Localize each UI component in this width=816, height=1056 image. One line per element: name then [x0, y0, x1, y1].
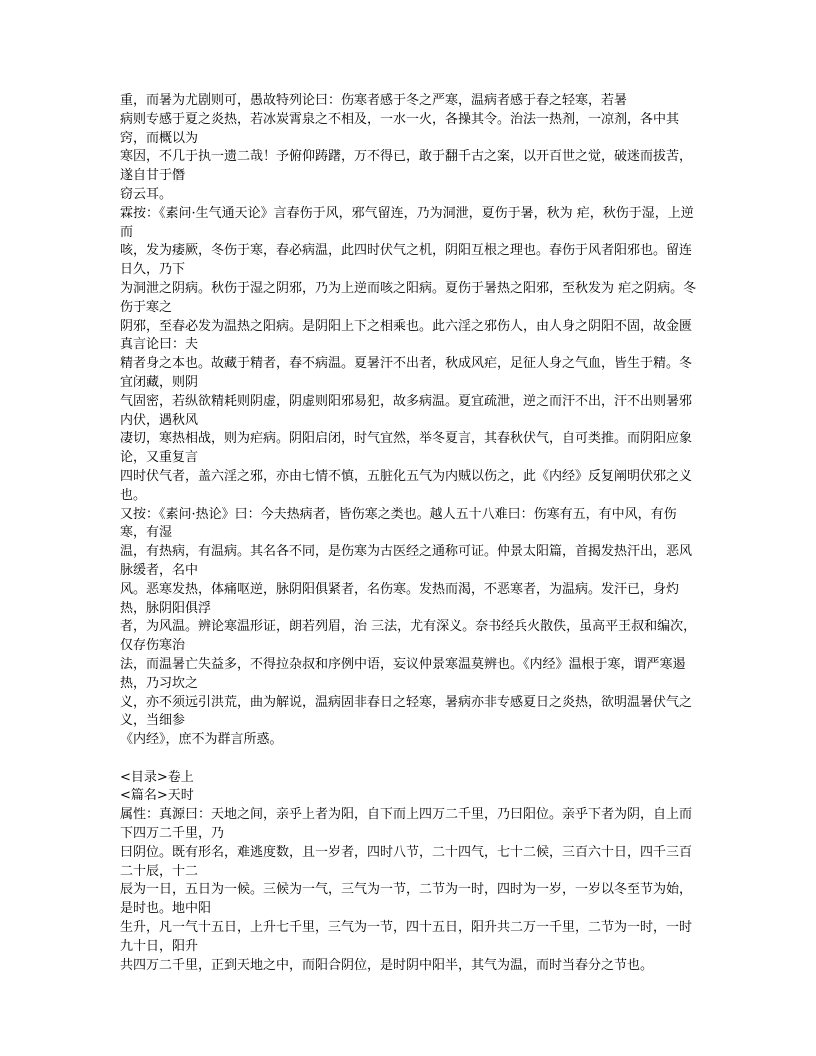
text-line: 精者身之本也。故藏于精者，春不病温。夏暑汗不出者，秋成风疟，足征人身之气血，皆生于精。冬宜闭藏，则阴 — [120, 356, 693, 390]
paragraph-4 — [120, 806, 700, 975]
text-line: 寒因，不几于执一遗二哉！予俯仰踌躇，万不得已，敢于翻千古之案，以开百世之觉，破迷而拔苦，遂自甘于僭 — [120, 149, 693, 184]
text-line: 温，有热病，有温病。其名各不同，是伤寒为古医经之通称可证。仲景太阳篇，首揭发热汗出，恶风脉缓者，名中 — [120, 544, 693, 578]
text-line: 《内经》，庶不为群言所惑。 — [120, 732, 283, 748]
text-line: 为洞泄之阴病。秋伤于湿之阴邪，乃为上逆而咳之阳病。夏伤于暑热之阳邪，至秋发为 疟之阴病。冬伤于寒之 — [120, 280, 697, 315]
text-line: 风。恶寒发热，体痛呕逆，脉阴阳俱紧者，名伤寒。发热而渴，不恶寒者，为温病。发汗已，身灼热，脉阴阳俱浮 — [120, 581, 680, 616]
text-line: 霖按：《素问·生气通天论》言春伤于风，邪气留连，乃为洞泄，夏伤于暑，秋为 疟，秋伤于湿，上逆而 — [120, 205, 694, 240]
text-line: 气固密，若纵欲精耗则阴虚，阴虚则阳邪易犯，故多病温。夏宜疏泄，逆之而汗不出，汗不出则暑邪内伏，遇秋风 — [120, 393, 693, 428]
text-line: 者，为风温。辨论寒温形证，朗若列眉，治 三法，尤有深义。奈书经兵火散佚，虽高平王叔和编次，仅存伤寒治 — [120, 619, 697, 654]
text-line: 咳，发为痿厥，冬伤于寒，春必病温，此四时伏气之机，阴阳互根之理也。春伤于风者阳邪也。留连日久，乃下 — [120, 243, 693, 278]
text-line: 生升，凡一气十五日，上升七千里，三气为一节，四十五日，阳升共二万一千里，二节为一时，一时九十日，阳升 — [120, 920, 693, 954]
paragraph-1 — [120, 92, 700, 205]
document-page — [120, 92, 700, 975]
paragraph-2 — [120, 205, 700, 506]
text-line: 属性：真源曰：天地之间，亲乎上者为阳，自下而上四万二千里，乃曰阳位。亲乎下者为阴，自上而下四万二千里，乃 — [120, 807, 693, 842]
blank-line — [120, 750, 700, 769]
text-line: 重，而暑为尤剧则可，愚故特列论曰：伤寒者感于冬之严寒，温病者感于春之轻寒，若暑 — [120, 93, 628, 108]
section-title: <篇名>天时 — [120, 788, 194, 804]
text-line: 窃云耳。 — [120, 186, 173, 202]
text-line: 曰阴位。既有形名，难逃度数，且一岁者，四时八节，二十四气，七十二候，三百六十日，四千三百二十辰，十二 — [120, 844, 693, 879]
text-line: 又按：《素问·热论》曰：今夫热病者，皆伤寒之类也。越人五十八难曰：伤寒有五，有中风，有伤寒，有湿 — [120, 506, 677, 541]
text-line: 阴邪，至春必发为温热之阳病。是阴阳上下之相乘也。此六淫之邪伤人，由人身之阴阳不固，故金匮真言论曰：夫 — [120, 318, 693, 353]
paragraph-3 — [120, 506, 700, 750]
text-line: 共四万二千里，正到天地之中，而阳合阴位，是时阴中阳半，其气为温，而时当春分之节也。 — [120, 957, 654, 973]
text-line: 四时伏气者，盖六淫之邪，亦由七情不慎，五脏化五气为内贼以伤之，此《内经》反复阐明伏邪之义也。 — [120, 468, 693, 503]
text-line: 辰为一日，五日为一候。三候为一气，三气为一节，二节为一时，四时为一岁，一岁以冬至节为始，是时也。地中阳 — [120, 882, 693, 917]
text-line: 凄切，寒热相战，则为疟病。阴阳启闭，时气宜然，举冬夏言，其春秋伏气，自可类推。而阴阳应象论，又重复言 — [120, 431, 693, 466]
text-line: 病则专感于夏之炎热，若冰炭霄泉之不相及，一水一火，各操其令。治法一热剂，一凉剂，各中其窍，而概以为 — [120, 111, 680, 146]
toc-heading: <目录>卷上 — [120, 769, 194, 785]
text-line: 法，而温暑亡失益多，不得拉杂叔和序例中语，妄议仲景寒温莫辨也。《内经》温根于寒，谓严寒遏热，乃习坎之 — [120, 656, 686, 691]
text-line: 义，亦不须远引洪荒，曲为解说，温病固非春日之轻寒，暑病亦非专感夏日之炎热，欲明温暑伏气之义，当细参 — [120, 694, 693, 729]
